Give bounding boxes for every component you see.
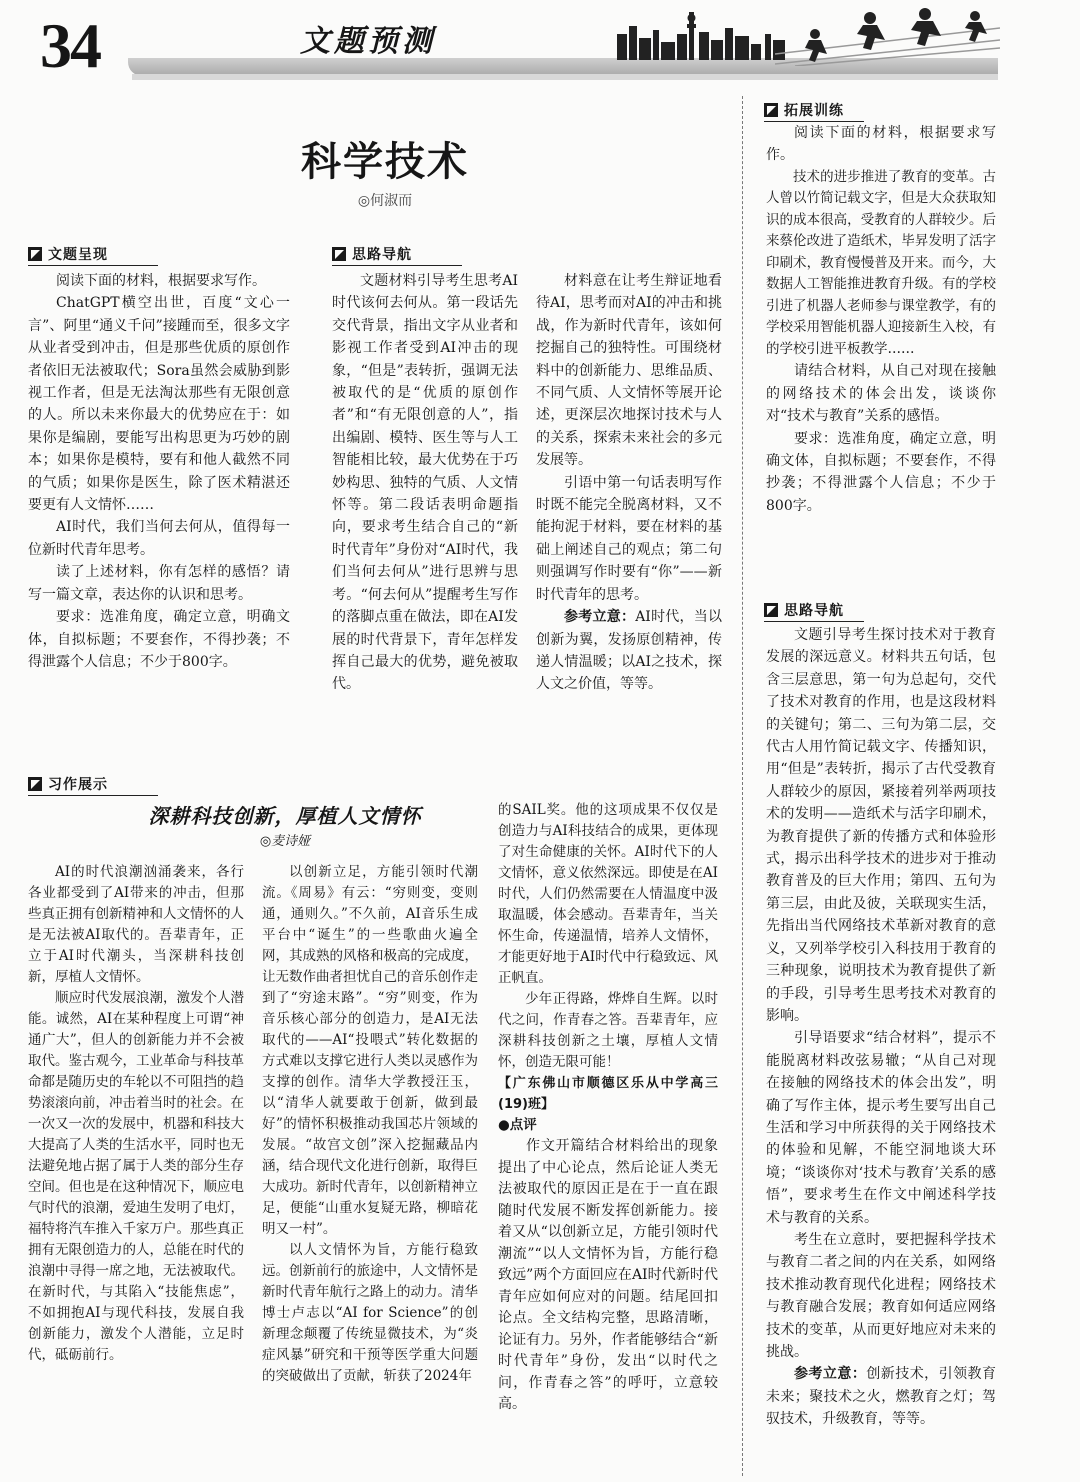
section-marker-icon bbox=[764, 603, 778, 617]
section-heading: 拓展训练 bbox=[784, 103, 844, 119]
guide2-paragraph: 引导语要求“结合材料”，提示不能脱离材料改弦易辙；“从自己对现在接触的网络技术的体会出发”，明确了写作主体，提示考生要写出自己生活和学习中所获得的关于网络技术的体验和见解，不能空洞地谈大环境；“谈谈你对‘技术与教育’关系的感悟”，要求考生在作文中阐述科学技术与教育的关系。 bbox=[766, 1030, 996, 1226]
page-number: 34 bbox=[40, 10, 100, 81]
prompt-column bbox=[28, 270, 290, 673]
training-paragraph: 要求：选准角度，确定立意，明确文体，自拟标题；不要套作，不得抄袭；不得泄露个人信息；不少于800字。 bbox=[766, 430, 996, 514]
essay-title: 深耕科技创新，厚植人文情怀 bbox=[148, 804, 422, 828]
reference-label: 参考立意： bbox=[564, 609, 636, 626]
header-band-shadow bbox=[132, 74, 998, 80]
essay-author: ◎麦诗娅 bbox=[259, 834, 311, 849]
section-header-guide bbox=[332, 244, 722, 264]
prompt-paragraph: AI时代，我们当何去何从，值得每一位新时代青年思考。 bbox=[28, 519, 290, 558]
comment-label: ●点评 bbox=[498, 1117, 537, 1133]
guide2-column bbox=[766, 624, 996, 1431]
section-header-prompt bbox=[28, 244, 300, 264]
reference-idea bbox=[536, 606, 722, 696]
section-heading: 习作展示 bbox=[48, 777, 108, 793]
school-info: 【广东佛山市顺德区乐从中学高三(19)班】 bbox=[498, 1076, 718, 1112]
section-heading: 文题呈现 bbox=[48, 247, 108, 263]
prompt-paragraph: 读了上述材料，你有怎样的感悟？请写一篇文章，表达你的认识和思考。 bbox=[28, 564, 290, 603]
section-heading: 思路导航 bbox=[352, 247, 412, 263]
column-divider bbox=[742, 96, 743, 1476]
reference-label: 参考立意： bbox=[794, 1366, 867, 1383]
prompt-paragraph: ChatGPT横空出世，百度“文心一言”、阿里“通义千问”接踵而至，很多文字从业者受到冲击，但是那些优质的原创作者依旧无法被取代；Sora虽然会威胁到影视工作者，但是无法淘汰那些有无限创意的人。所以未来你最大的优势应在于：如果你是编剧，要能写出构思更为巧妙的剧本；如果你是模特，要有和他人截然不同的气质；如果你是医生，除了医术精湛还要更有人文情怀…… bbox=[28, 295, 290, 514]
essay-column-2 bbox=[262, 862, 478, 1387]
training-paragraph: 请结合材料，从自己对现在接触的网络技术的体会出发，谈谈你对“技术与教育”关系的感悟。 bbox=[766, 363, 996, 425]
section-underline bbox=[28, 265, 158, 266]
section-marker-icon bbox=[28, 777, 42, 791]
section-underline bbox=[764, 621, 864, 622]
section-heading: 思路导航 bbox=[784, 603, 844, 619]
training-column bbox=[766, 122, 996, 517]
essay-column-3 bbox=[498, 800, 718, 1416]
training-paragraph: 阅读下面的材料，根据要求写作。 bbox=[766, 125, 996, 164]
guide-paragraph: 引语中第一句话表明写作时既不能完全脱离材料，又不能拘泥于材料，要在材料的基础上阐述自己的观点；第二句则强调写作时要有“你”——新时代青年的思考。 bbox=[536, 474, 722, 603]
section-underline bbox=[28, 795, 158, 796]
reference-idea bbox=[766, 1363, 996, 1430]
section-underline bbox=[332, 265, 462, 266]
section-marker-icon bbox=[332, 247, 346, 261]
article-title: 科学技术 bbox=[301, 139, 469, 185]
section-name: 文题预测 bbox=[300, 24, 436, 59]
guide-column-2 bbox=[536, 270, 722, 696]
training-paragraph: 技术的进步推进了教育的变革。古人曾以竹简记载文字，但是大众获取知识的成本很高，受教育的人群较少。后来蔡伦改进了造纸术，毕昇发明了活字印刷术，教育慢慢普及开来。而今，大数据人工智能推进教育升级。有的学校引进了机器人老师参与课堂教学，有的学校采用智能机器人迎接新生入校，有的学校引进平板教学…… bbox=[766, 168, 996, 357]
reference-text: 创新技术，引领教育未来；聚技术之火，燃教育之灯；驾驭技术，升级教育，等等。 bbox=[766, 1366, 997, 1428]
section-marker-icon bbox=[764, 103, 778, 117]
essay-paragraph: 的SAIL奖。他的这项成果不仅仅是创造力与AI科技结合的成果，更体现了对生命健康的关怀。AI时代下的人文情怀，意义依然深远。即使是在AI时代，人们仍然需要在人情温度中汲取温暖，体会感动。吾辈青年，当关怀生命，传递温情，培养人文情怀，才能更好地于AI时代中行稳致远、风正帆直。 bbox=[498, 802, 718, 986]
guide-paragraph: 文题材料引导考生思考AI时代该何去何从。第一段话先交代背景，指出文字从业者和影视工作者受到AI冲击的现象，“但是”表转折，强调无法被取代的是“优质的原创作者”和“有无限创意的人”，指出编剧、模特、医生等与人工智能相比较，最大优势在于巧妙构思、独特的气质、人文情怀等。第二段话表明命题指向，要求考生结合自己的“新时代青年”身份对“AI时代，我们当何去何从”进行思辨与思考。“何去何从”提醒考生写作的落脚点重在做法，即在AI发展的时代背景下，青年怎样发挥自己最大的优势，避免被取代。 bbox=[332, 273, 518, 693]
essay-paragraph: 以创新立足，方能引领时代潮流。《周易》有云：“穷则变，变则通，通则久。”不久前，AI音乐生成平台中“诞生”的一些歌曲火遍全网，其成熟的风格和极高的完成度，让无数作曲者担忧自己的音乐创作走到了“穷途末路”。“穷”则变，作为音乐核心部分的创造力，是AI无法取代的——AI“投喂式”转化数据的方式难以支撑它进行人类以灵感作为支撑的创作。清华大学教授汪玉，以“清华人就要敢于创新，做到最好”的情怀积极推动我国芯片领域的发展。“故宫文创”深入挖掘藏品内涵，结合现代文化进行创新，取得巨大成功。新时代青年，以创新精神立足，便能“山重水复疑无路，柳暗花明又一村”。 bbox=[262, 864, 478, 1237]
guide2-paragraph: 考生在立意时，要把握科学技术与教育二者之间的内在关系，如网络技术推动教育现代化进程；网络技术与教育融合发展；教育如何适应网络技术的变革，从而更好地应对未来的挑战。 bbox=[766, 1231, 996, 1360]
guide-paragraph: 材料意在让考生辩证地看待AI，思考而对AI的冲击和挑战，作为新时代青年，该如何挖掘自己的独特性。可围绕材料中的创新能力、思维品质、不同气质、人文情怀等展开论述，更深层次地探讨技术与人的关系，探索未来社会的多元发展等。 bbox=[536, 273, 722, 469]
essay-paragraph: 以人文情怀为旨，方能行稳致远。创新前行的旅途中，人文情怀是新时代青年航行之路上的动力。清华博士卢志以“AI for Science”的创新理念颠覆了传统显微技术，为“炎症风暴”研究和干预等医学重大问题的突破做出了贡献，斩获了2024年 bbox=[262, 1242, 478, 1384]
article-author: ◎何淑而 bbox=[357, 193, 413, 209]
reference-text: AI时代，当以创新为翼，发扬原创精神，传递人情温暖；以AI之技术，探人文之价值，等等。 bbox=[536, 609, 723, 693]
section-header-training bbox=[764, 100, 996, 120]
section-header-guide-2 bbox=[764, 600, 996, 620]
essay-paragraph: 少年正得路，烨烨自生辉。以时代之问，作青春之答。吾辈青年，应深耕科技创新之土壤，厚植人文情怀，创造无限可能！ bbox=[498, 991, 718, 1070]
section-header-essay bbox=[28, 774, 328, 794]
section-marker-icon bbox=[28, 247, 42, 261]
essay-column-1 bbox=[28, 862, 244, 1366]
essay-paragraph: AI的时代浪潮汹涌袭来，各行各业都受到了AI带来的冲击，但那些真正拥有创新精神和人文情怀的人是无法被AI取代的。吾辈青年，正立于AI时代潮头，当深耕科技创新，厚植人文情怀。 bbox=[28, 864, 244, 985]
guide2-paragraph: 文题引导考生探讨技术对于教育发展的深远意义。材料共五句话，包含三层意思，第一句为总起句，交代了技术对教育的作用，也是这段材料的关键句；第二、三句为第二层，交代古人用竹简记载文字、传播知识，用“但是”表转折，揭示了古代受教育人群较少的原因，紧接着列举两项技术的发明——造纸术与活字印刷术，为教育提供了新的传播方式和体验形式，揭示出科学技术的进步对于推动教育普及的巨大作用；第四、五句为第三层，由此及彼，关联现实生活，先指出当代网络技术革新对教育的意义，又列举学校引入科技用于教育的三种现象，说明技术为教育提供了新的手段，引导考生思考技术对教育的影响。 bbox=[766, 627, 996, 1024]
prompt-paragraph: 阅读下面的材料，根据要求写作。 bbox=[56, 273, 266, 289]
guide-column-1 bbox=[332, 270, 518, 696]
essay-paragraph: 顺应时代发展浪潮，激发个人潜能。诚然，AI在某种程度上可谓“神通广大”，但人的创新能力并不会被取代。鉴古观今，工业革命与科技革命都是随历史的车轮以不可阻挡的趋势滚滚向前，冲击着当时的社会。在一次又一次的发展中，机器和科技大大提高了人类的生活水平，同时也无法避免地占据了属于人类的部分生存空间。但也是在这种情况下，顺应电气时代的浪潮，爱迪生发明了电灯，福特将汽车推入千家万户。那些真正拥有无限创造力的人，总能在时代的浪潮中寻得一席之地，无法被取代。在新时代，与其陷入“技能焦虑”，不如拥抱AI与现代科技，发展自我创新能力，激发个人潜能，立足时代，砥砺前行。 bbox=[28, 990, 244, 1363]
comment-text: 作文开篇结合材料给出的现象提出了中心论点，然后论证人类无法被取代的原因正是在于一直在跟随时代发展不断发挥创新能力。接着又从“以创新立足，方能引领时代潮流”“以人文情怀为旨，方能行稳致远”两个方面回应在AI时代新时代青年应如何应对的问题。结尾回扣论点。全文结构完整，思路清晰，论证有力。另外，作者能够结合“新时代青年”身份，发出“以时代之问，作青春之答”的呼吁，立意较高。 bbox=[498, 1138, 718, 1412]
prompt-paragraph: 要求：选准角度，确定立意，明确文体，自拟标题；不要套作，不得抄袭；不得泄露个人信息；不少于800字。 bbox=[28, 609, 290, 670]
runners-illustration-icon bbox=[775, 4, 1000, 66]
